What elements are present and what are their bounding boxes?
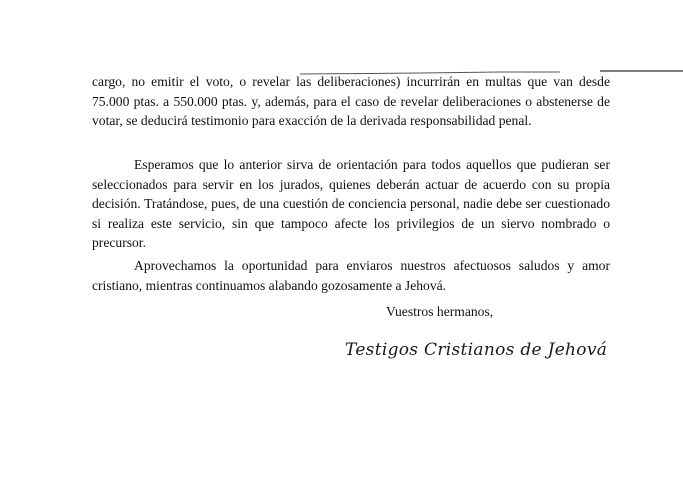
signature: Testigos Cristianos de Jehová [345,340,608,360]
paragraph-fines: cargo, no emitir el voto, o revelar las deliberaciones) incurrirán en multas que van desde 75.000 ptas. a 550.000 ptas. y, además, para el caso de revelar deliberaciones o abstenerse de votar, se deducirá testimonio para exacción de la derivada responsabilidad penal. [92,74,610,128]
paragraph-orientation: Esperamos que lo anterior sirva de orientación para todos aquellos que pudieran ser seleccionados para servir en los jurados, quienes deberán actuar de acuerdo con su propia decisión. Tratándose, pues, de una cuestión de conciencia personal, nadie debe ser cuestionado si realiza este servicio, sin que tampoco afecte los privilegios de un siervo nombrado o precursor. [92,157,610,250]
closing-salutation: Vuestros hermanos, [386,304,494,319]
paragraph-greetings: Aprovechamos la oportunidad para enviaros nuestros afectuosos saludos y amor cristiano, mientras continuamos alabando gozosamente a Jehová. [92,258,610,293]
